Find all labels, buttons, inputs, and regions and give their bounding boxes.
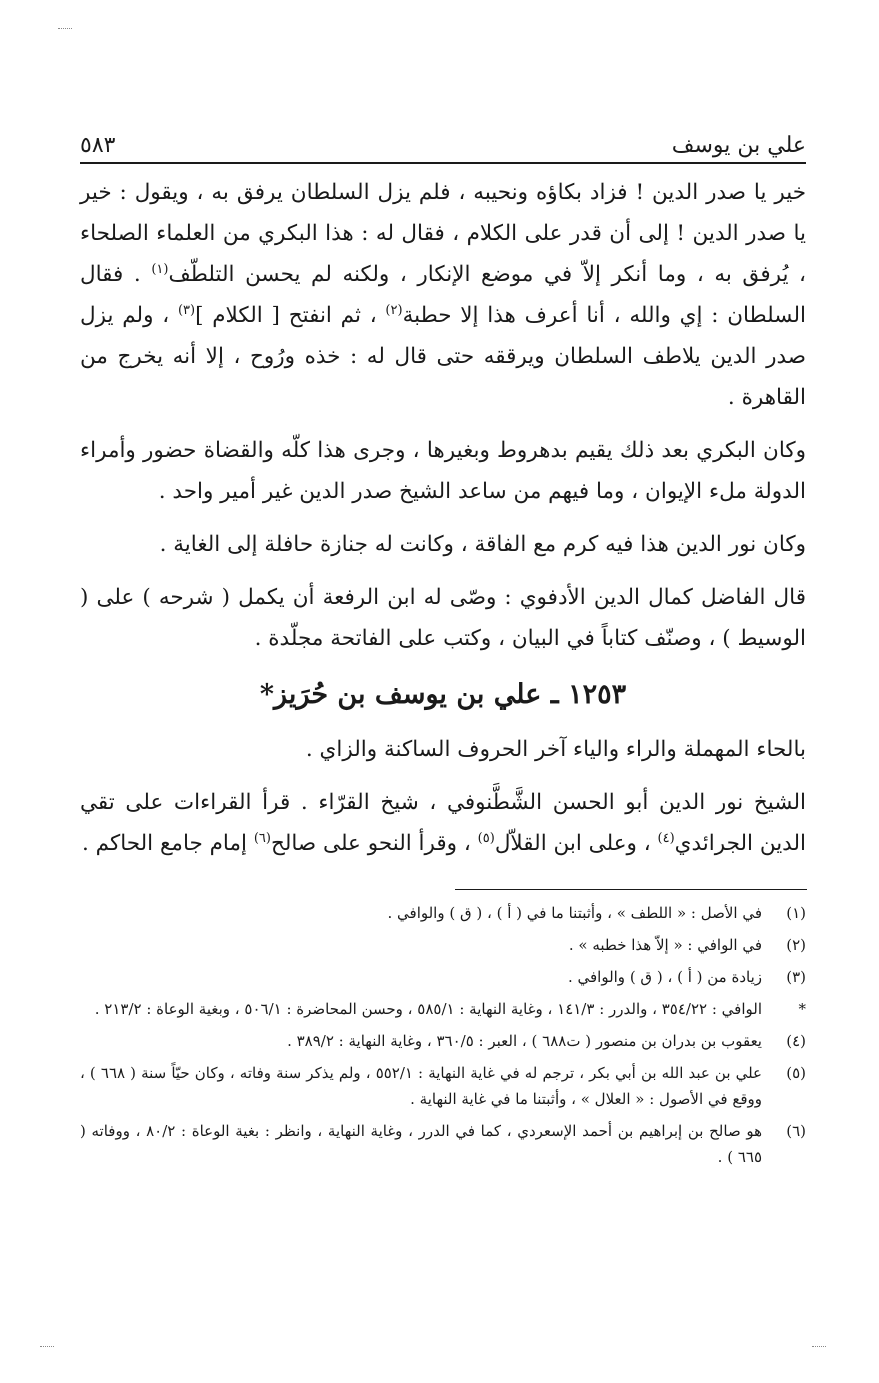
footnote-number: (١) — [786, 904, 806, 922]
main-text — [80, 172, 806, 876]
footnote — [80, 964, 806, 990]
running-header — [80, 118, 806, 164]
crop-mark — [40, 1346, 54, 1347]
paragraph-1-part-b: . فقال السلطان : إي والله ، أنا أعرف هذا إلا حطبة — [80, 262, 806, 328]
footnote-number: (٢) — [786, 936, 806, 954]
footnote-divider — [455, 889, 807, 890]
footnote — [80, 900, 806, 926]
paragraph-6-part-c: ، وقرأ النحو على صالح — [270, 831, 478, 856]
paragraph-2: وكان البكري بعد ذلك يقيم بدهروط وبغيرها ، وجرى هذا كلّه والقضاة حضور وأمراء الدولة ملء الإيوان ، وما فيهم من ساعد الشيخ صدر الدين غير أمير واحد . — [80, 438, 806, 504]
paragraph-1 — [80, 172, 806, 418]
footnote-ref-2: (٢) — [385, 302, 403, 318]
footnote-text: علي بن عبد الله بن أبي بكر ، ترجم له في غاية النهاية : ٥٥٢/١ ، ولم يذكر سنة وفاته ، وكان حيّاً سنة ( ٦٦٨ ) ، ووقع في الأصول : « العلال » ، وأثبتنا ما في غاية النهاية . — [80, 1064, 763, 1108]
footnote-ref-1: (١) — [151, 261, 169, 277]
footnote-text: هو صالح بن إبراهيم بن أحمد الإسعردي ، كما في الدرر ، وغاية النهاية ، وانظر : بغية الوعاة : ٨٠/٢ ، ووفاته ( ٦٦٥ ) . — [80, 1122, 762, 1166]
paragraph-1-part-d: ، ولم يزل صدر الدين يلاطف السلطان ويرققه حتى قال له : خذه ورُوح ، إلا أنه يخرج من القاهرة . — [80, 303, 806, 410]
footnote — [80, 996, 806, 1022]
footnote — [80, 1060, 806, 1112]
paragraph-4: قال الفاضل كمال الدين الأدفوي : وصّى له ابن الرفعة أن يكمل ( شرحه ) على ( الوسيط ) ، وصنّف كتاباً في البيان ، وكتب على الفاتحة مجلّدة . — [80, 585, 806, 651]
running-title: علي بن يوسف — [671, 133, 806, 158]
footnote-text: يعقوب بن بدران بن منصور ( ت٦٨٨ ) ، العبر : ٣٦٠/٥ ، وغاية النهاية : ٣٨٩/٢ . — [287, 1032, 762, 1050]
footnote-number: (٤) — [786, 1032, 806, 1050]
footnote-text: في الأصل : « اللطف » ، وأثبتنا ما في ( أ ) ، ( ق ) والوافي . — [387, 904, 762, 922]
paragraph-6-part-a: الشيخ نور الدين أبو الحسن الشَّطَّنوفي ، شيخ القرّاء . قرأ القراءات على تقي الدين الجرائدي — [80, 790, 806, 856]
footnote — [80, 1028, 806, 1054]
footnote — [80, 932, 806, 958]
page-number: ٥٨٣ — [80, 133, 116, 158]
paragraph-3: وكان نور الدين هذا فيه كرم مع الفاقة ، وكانت له جنازة حافلة إلى الغاية . — [159, 532, 806, 557]
footnote-number: (٥) — [786, 1064, 806, 1082]
footnote-text: زيادة من ( أ ) ، ( ق ) والوافي . — [567, 968, 762, 986]
footnote-ref-5: (٥) — [477, 830, 495, 846]
paragraph-6-part-d: إمام جامع الحاكم . — [81, 831, 254, 856]
footnote-number: * — [798, 1000, 806, 1018]
footnote-ref-6: (٦) — [253, 830, 271, 846]
footnote-ref-4: (٤) — [657, 830, 675, 846]
footnote-ref-3: (٣) — [177, 302, 196, 318]
paragraph-6-part-b: ، وعلى ابن القلاّل — [494, 831, 658, 856]
crop-mark — [812, 1346, 826, 1347]
footnote-text: الوافي : ٣٥٤/٢٢ ، والدرر : ١٤١/٣ ، وغاية النهاية : ٥٨٥/١ ، وحسن المحاضرة : ٥٠٦/١ ، وبغية الوعاة : ٢١٣/٢ . — [94, 1000, 762, 1018]
footnote-text: في الوافي : « إلاّ هذا خطبه » . — [568, 936, 762, 954]
entry-heading: ١٢٥٣ ـ علي بن يوسف بن حُرَيز* — [259, 679, 627, 710]
footnote-number: (٣) — [786, 968, 806, 986]
crop-mark — [58, 28, 72, 29]
footnote — [80, 1118, 806, 1170]
paragraph-5: بالحاء المهملة والراء والياء آخر الحروف الساكنة والزاي . — [305, 737, 806, 762]
footnote-number: (٦) — [786, 1122, 806, 1140]
paragraph-1-part-c: ، ثم انفتح [ الكلام ] — [195, 303, 386, 328]
footnotes — [80, 900, 806, 1176]
paragraph-1-part-a: خير يا صدر الدين ! فزاد بكاؤه ونحيبه ، فلم يزل السلطان يرفق به ، ويقول : خير يا صدر الدين ! إلى أن قدر على الكلام ، فقال له : هذا البكري من العلماء الصلحاء ، يُرفق به ، وما أنكر إلاّ في موضع الإنكار ، ولكنه لم يحسن التلطّف — [80, 180, 806, 287]
paragraph-6 — [80, 782, 806, 864]
